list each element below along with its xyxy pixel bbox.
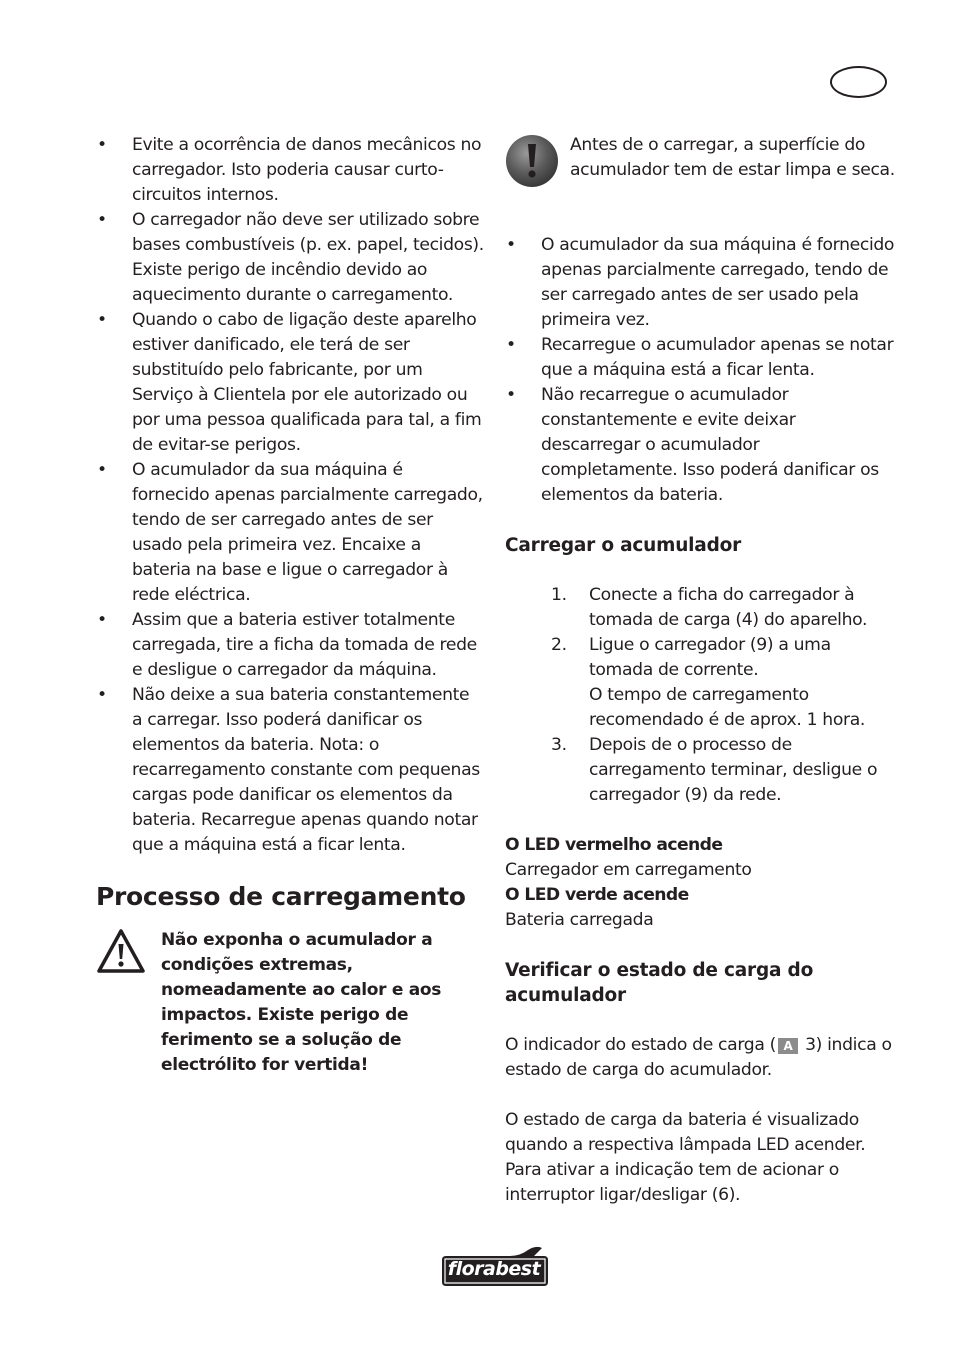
left-bullet-list bbox=[96, 133, 484, 858]
list-item: • O acumulador da sua máquina é fornecido apenas parcialmente carregado, tendo de ser carregado antes de ser usado pela primeira vez. Encaixe a bateria na base e ligue o carregador à rede eléctrica. bbox=[97, 460, 483, 605]
warning-text: Não exponha o acumulador a condições extremas, nomeadamente ao calor e aos impactos. Existe perigo de ferimento se a solução de electrólito for vertida! bbox=[161, 930, 442, 1075]
bullet-icon: • bbox=[97, 310, 107, 330]
figure-a-badge: A bbox=[778, 1038, 798, 1054]
bullet-icon: • bbox=[97, 210, 107, 230]
exclamation-circle-icon bbox=[505, 134, 559, 188]
verify-paragraph-1: O indicador do estado de carga ( A 3) indica o estado de carga do acumulador. bbox=[505, 1035, 892, 1080]
list-item: • Assim que a bateria estiver totalmente carregada, tire a ficha da tomada de rede e desligue o carregador da máquina. bbox=[97, 610, 477, 680]
florabest-logo bbox=[438, 1244, 552, 1294]
led-green-label: O LED verde acende bbox=[505, 885, 689, 905]
section-title: Processo de carregamento bbox=[96, 882, 466, 911]
bullet-icon: • bbox=[97, 610, 107, 630]
list-item: • O carregador não deve ser utilizado sobre bases combustíveis (p. ex. papel, tecidos). Existe perigo de incêndio devido ao aquecimento durante o carregamento. bbox=[97, 210, 484, 305]
warning-note bbox=[96, 928, 484, 1078]
info-note bbox=[505, 133, 895, 208]
list-item: • Recarregue o acumulador apenas se notar que a máquina está a ficar lenta. bbox=[506, 335, 894, 380]
led-green-text: Bateria carregada bbox=[505, 910, 654, 930]
info-note-text: Antes de o carregar, a superfície do acumulador tem de estar limpa e seca. bbox=[570, 135, 895, 180]
verify-heading: Verificar o estado de carga do acumulador bbox=[505, 960, 814, 1006]
list-item: 3. Depois de o processo de carregamento terminar, desligue o carregador (9) da rede. bbox=[551, 735, 878, 805]
right-bullet-list bbox=[505, 233, 895, 508]
right-column bbox=[505, 133, 895, 1208]
bullet-icon: • bbox=[506, 385, 516, 405]
list-item: • Quando o cabo de ligação deste aparelho estiver danificado, ele terá de ser substituído pelo fabricante, por um Serviço à Clientela por ele autorizado ou por uma pessoa qualificada para tal, a fim de evitar-se perigos. bbox=[97, 310, 482, 455]
list-item: • Não deixe a sua bateria constantemente a carregar. Isso poderá danificar os elementos da bateria. Nota: o recarregamento constante com pequenas cargas pode danificar os elementos da bateria. Recarregue apenas quando notar que a máquina está a ficar lenta. bbox=[97, 685, 480, 855]
logo-text: florabest bbox=[447, 1258, 541, 1280]
led-red-label: O LED vermelho acende bbox=[505, 835, 723, 855]
list-item: 1. Conecte a ficha do carregador à tomada de carga (4) do aparelho. bbox=[551, 585, 868, 630]
list-item: • Evite a ocorrência de danos mecânicos no carregador. Isto poderia causar curto-circuitos internos. bbox=[97, 135, 482, 205]
language-badge bbox=[830, 66, 887, 98]
bullet-icon: • bbox=[506, 335, 516, 355]
bullet-icon: • bbox=[97, 135, 107, 155]
led-red-text: Carregador em carregamento bbox=[505, 860, 752, 880]
step-number: 2. bbox=[551, 635, 567, 655]
left-column bbox=[96, 133, 484, 1078]
list-item: • O acumulador da sua máquina é fornecido apenas parcialmente carregado, tendo de ser carregado antes de ser usado pela primeira vez. bbox=[506, 235, 895, 330]
list-item: 2. Ligue o carregador (9) a uma tomada de corrente. O tempo de carregamento recomendado é de aprox. 1 hora. bbox=[551, 635, 865, 730]
list-item: • Não recarregue o acumulador constantemente e evite deixar descarregar o acumulador completamente. Isso poderá danificar os elementos da bateria. bbox=[506, 385, 879, 505]
bullet-icon: • bbox=[97, 460, 107, 480]
led-status-block bbox=[505, 833, 895, 933]
bullet-icon: • bbox=[506, 235, 516, 255]
step-number: 1. bbox=[551, 585, 567, 605]
verify-paragraph-2: O estado de carga da bateria é visualizado quando a respectiva lâmpada LED acender. Para ativar a indicação tem de acionar o interruptor ligar/desligar (6). bbox=[505, 1110, 866, 1205]
charge-steps bbox=[505, 583, 895, 808]
charge-heading: Carregar o acumulador bbox=[505, 535, 742, 556]
step-number: 3. bbox=[551, 735, 567, 755]
warning-triangle-icon bbox=[96, 928, 146, 974]
bullet-icon: • bbox=[97, 685, 107, 705]
